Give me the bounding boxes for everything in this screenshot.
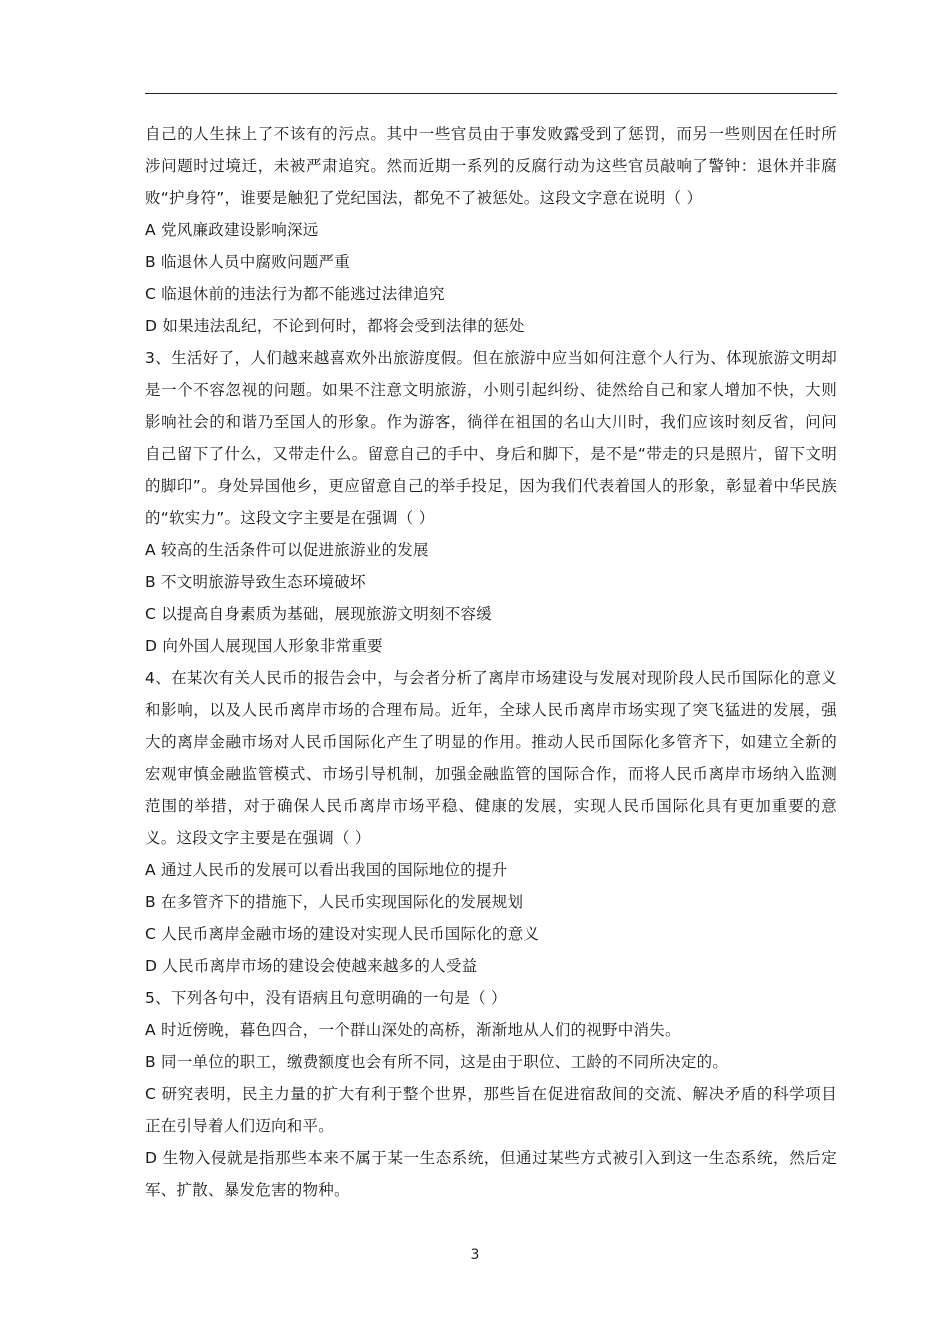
question-4-option-a: A 通过人民币的发展可以看出我国的国际地位的提升 — [145, 861, 508, 879]
question-2-option-c: C 临退休前的违法行为都不能逃过法律追究 — [145, 285, 445, 303]
question-2-continuation: 自己的人生抹上了不该有的污点。其中一些官员由于事发败露受到了惩罚，而另一些则因在任时所涉问题时过境迁，未被严肃追究。然而近期一系列的反腐行动为这些官员敲响了警钟：退休并非腐败“护身符”，谁要是触犯了党纪国法，都免不了被惩处。这段文字意在说明（ ） — [145, 125, 837, 207]
question-5-text: 5、下列各句中，没有语病且句意明确的一句是（ ） — [145, 989, 507, 1007]
question-3-option-b: B 不文明旅游导致生态环境破坏 — [145, 573, 366, 591]
question-5-option-d: D 生物入侵就是指那些本来不属于某一生态系统，但通过某些方式被引入到这一生态系统，然后定军、扩散、暴发危害的物种。 — [145, 1149, 837, 1199]
question-3-option-d: D 向外国人展现国人形象非常重要 — [145, 637, 383, 655]
header-rule — [145, 93, 837, 94]
page-content — [145, 118, 837, 1206]
question-3-text: 3、生活好了，人们越来越喜欢外出旅游度假。但在旅游中应当如何注意个人行为、体现旅游文明却是一个不容忽视的问题。如果不注意文明旅游，小则引起纠纷、徒然给自己和家人增加不快，大则影响社会的和谐乃至国人的形象。作为游客，徜徉在祖国的名山大川时，我们应该时刻反省，问问自己留下了什么，又带走什么。留意自己的手中、身后和脚下，是不是“带走的只是照片，留下文明的脚印”。身处异国他乡，更应留意自己的举手投足，因为我们代表着国人的形象，彰显着中华民族的“软实力”。这段文字主要是在强调（ ） — [145, 349, 837, 527]
question-2-option-b: B 临退休人员中腐败问题严重 — [145, 253, 351, 271]
question-2-option-a: A 党风廉政建设影响深远 — [145, 221, 319, 239]
question-2-option-d: D 如果违法乱纪，不论到何时，都将会受到法律的惩处 — [145, 317, 525, 335]
question-5-option-a: A 时近傍晚，暮色四合，一个群山深处的高桥，渐渐地从人们的视野中消失。 — [145, 1021, 681, 1039]
question-4-option-b: B 在多管齐下的措施下，人民币实现国际化的发展规划 — [145, 893, 524, 911]
question-4-option-c: C 人民币离岸金融市场的建设对实现人民币国际化的意义 — [145, 925, 540, 943]
question-5-option-b: B 同一单位的职工，缴费额度也会有所不同，这是由于职位、工龄的不同所决定的。 — [145, 1053, 729, 1071]
question-4-option-d: D 人民币离岸市场的建设会使越来越多的人受益 — [145, 957, 478, 975]
question-4-text: 4、在某次有关人民币的报告会中，与会者分析了离岸市场建设与发展对现阶段人民币国际化的意义和影响，以及人民币离岸市场的合理布局。近年，全球人民币离岸市场实现了突飞猛进的发展，强大的离岸金融市场对人民币国际化产生了明显的作用。推动人民币国际化多管齐下，如建立全新的宏观审慎金融监管模式、市场引导机制，加强金融监管的国际合作，而将人民币离岸市场纳入监测范围的举措，对于确保人民币离岸市场平稳、健康的发展，实现人民币国际化具有更加重要的意义。这段文字主要是在强调（ ） — [145, 669, 837, 847]
question-3-option-a: A 较高的生活条件可以促进旅游业的发展 — [145, 541, 429, 559]
question-3-option-c: C 以提高自身素质为基础，展现旅游文明刻不容缓 — [145, 605, 493, 623]
page-number: 3 — [470, 1247, 480, 1263]
question-5-option-c: C 研究表明，民主力量的扩大有利于整个世界，那些旨在促进宿敌间的交流、解决矛盾的科学项目正在引导着人们迈向和平。 — [145, 1085, 837, 1135]
